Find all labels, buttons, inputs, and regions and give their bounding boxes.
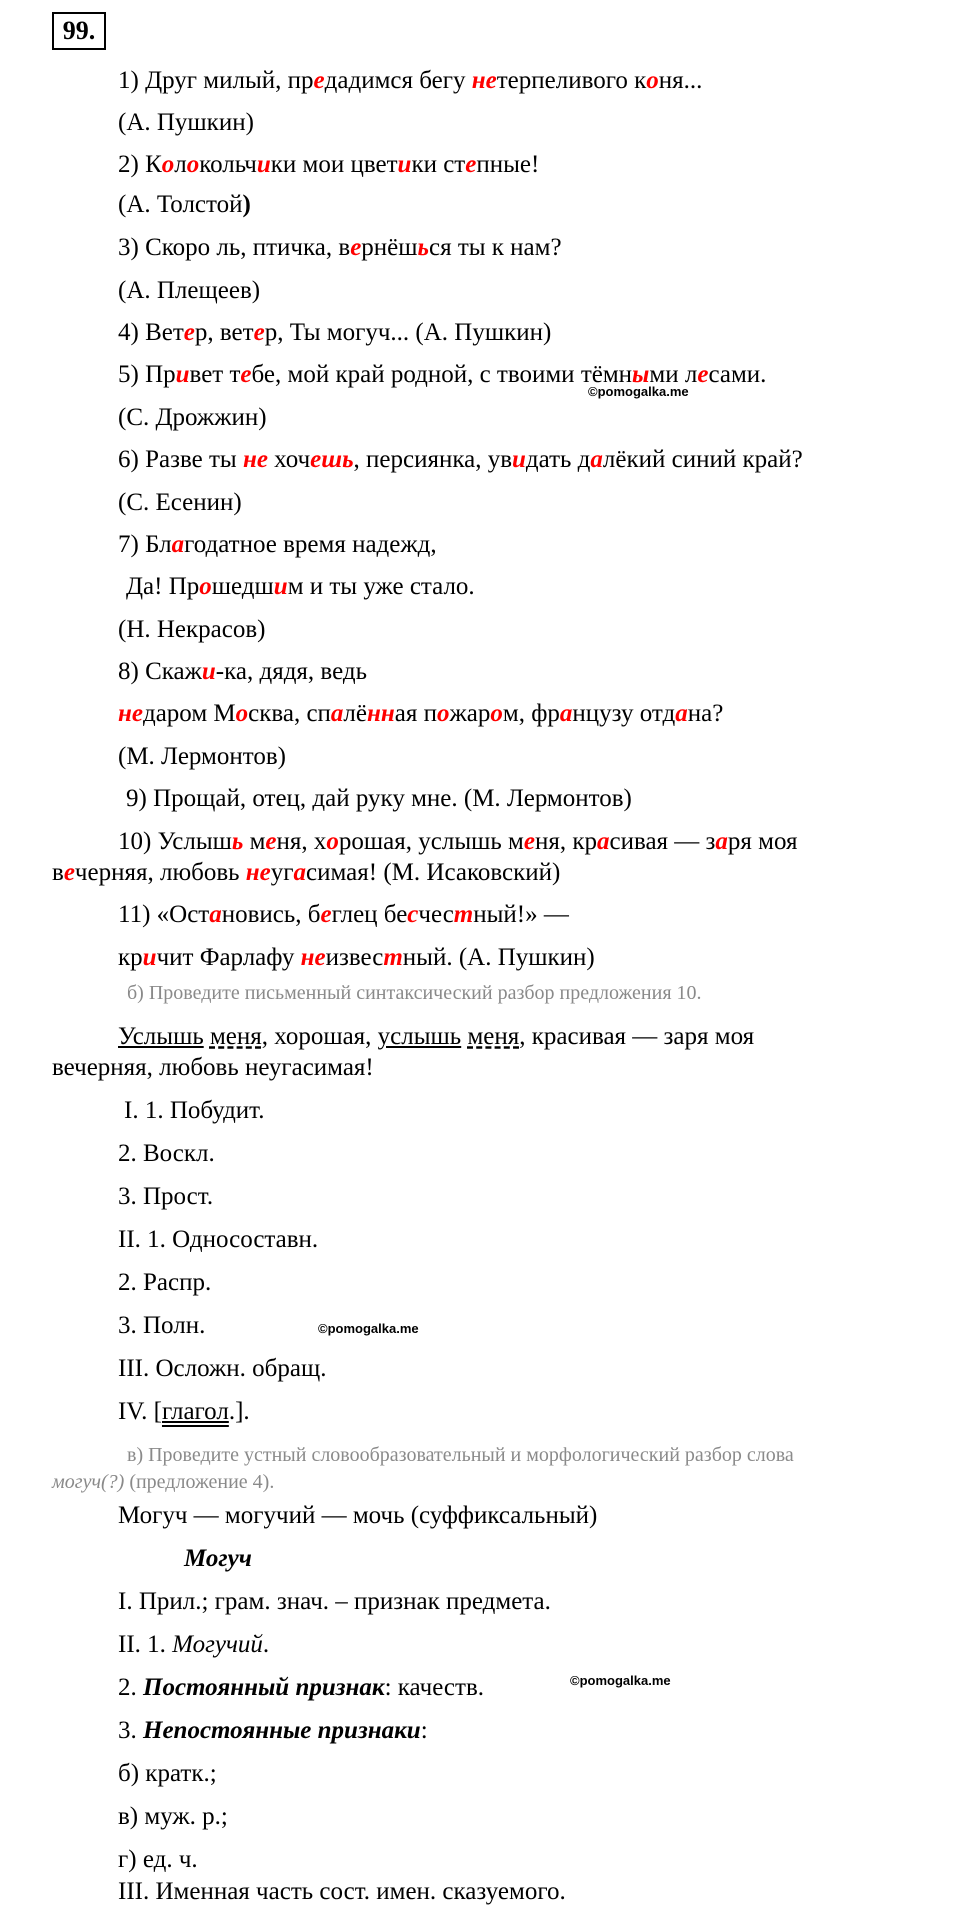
highlighted-letter: ешь (310, 446, 354, 473)
highlighted-letter: е (350, 234, 362, 261)
morph-1: I. Прил.; грам. знач. – признак предмета. (118, 1588, 551, 1615)
analysis-1: I. 1. Побудит. (124, 1097, 265, 1124)
text-segment: новись, б (221, 901, 321, 928)
highlighted-letter: а (330, 700, 344, 727)
highlighted-letter: и (273, 573, 288, 600)
text-segment: 7) Бл (118, 531, 172, 558)
text-segment: лёкий синий край? (602, 446, 803, 473)
exercise-line (118, 943, 595, 973)
text-segment: Да! Пр (126, 573, 200, 600)
highlighted-letter: о (646, 67, 659, 94)
highlighted-letter: ь (417, 234, 429, 261)
exercise-line (118, 699, 723, 729)
highlighted-letter: е (313, 67, 325, 94)
text-segment: кр (118, 944, 143, 971)
text-segment: ня, кр (534, 828, 597, 855)
highlighted-letter: и (256, 151, 271, 178)
text-segment: черняя, любовь (74, 859, 246, 886)
exercise-line (118, 108, 254, 138)
highlighted-letter: и (512, 446, 526, 473)
scheme: IV. [глагол.]. (118, 1398, 250, 1425)
text-segment: хоч (267, 446, 311, 473)
text-segment: (М. Лермонтов) (118, 743, 286, 770)
exercise-line (118, 615, 266, 645)
highlighted-letter: а (559, 700, 573, 727)
exercise-line (126, 572, 475, 602)
text-segment: 1) Друг милый, пр (118, 67, 314, 94)
text-segment: ря моя (727, 828, 798, 855)
text-segment: нцузу отд (572, 700, 676, 727)
text-segment: ая п (394, 700, 437, 727)
text-segment: 11) «Ост (118, 901, 210, 928)
text-segment: ки ст (411, 151, 466, 178)
exercise-number: 99. (52, 12, 106, 50)
text-segment: сами. (708, 361, 767, 388)
text-segment: , персиянка, ув (353, 446, 513, 473)
text-segment: чит Фарлафу (156, 944, 301, 971)
text-segment: ся ты к нам? (428, 234, 562, 261)
text-segment: р, вет (194, 319, 254, 346)
highlighted-letter: е (697, 361, 709, 388)
text-segment: вет т (189, 361, 241, 388)
text-segment: глец бе (331, 901, 408, 928)
text-segment: ня, х (276, 828, 327, 855)
text-segment: ки мои цвет (270, 151, 398, 178)
highlighted-letter: а (293, 859, 307, 886)
highlighted-letter: и (201, 658, 216, 685)
highlighted-letter: о (186, 151, 200, 178)
text-segment: 10) Услыш (118, 828, 232, 855)
text-segment: (А. Пушкин) (118, 109, 254, 136)
exercise-line (118, 657, 367, 687)
exercise-line (118, 827, 798, 857)
bold-text: ) (242, 191, 251, 218)
highlighted-letter: с (407, 901, 419, 928)
text-segment: (Н. Некрасов) (118, 616, 266, 643)
morph-6: в) муж. р.; (118, 1803, 228, 1830)
highlighted-letter: а (171, 531, 185, 558)
text-segment: сивая — з (609, 828, 716, 855)
analysis-3: 3. Прост. (118, 1183, 214, 1210)
text-segment: 4) Вет (118, 319, 184, 346)
exercise-line (126, 784, 632, 814)
text-segment: р, Ты могуч... (А. Пушкин) (264, 319, 552, 346)
exercise-line (118, 66, 702, 96)
morph-title: Могуч (184, 1545, 252, 1572)
analysis-6: 3. Полн. (118, 1312, 206, 1339)
exercise-line (118, 530, 437, 560)
text-segment: -ка, дядя, ведь (215, 658, 367, 685)
highlighted-letter: е (183, 319, 195, 346)
text-segment: (А. Толстой (118, 191, 243, 218)
highlighted-letter: не (245, 859, 271, 886)
highlighted-letter: е (240, 361, 252, 388)
highlighted-letter: о (161, 151, 175, 178)
text-segment: (А. Плещеев) (118, 277, 261, 304)
text-segment: извес (325, 944, 384, 971)
highlighted-letter: е (523, 828, 535, 855)
highlighted-letter: а (675, 700, 688, 727)
text-segment: рнёш (361, 234, 418, 261)
text-segment: кольч (199, 151, 257, 178)
highlighted-letter: о (490, 700, 503, 727)
highlighted-letter: е (253, 319, 265, 346)
highlighted-letter: е (465, 151, 477, 178)
text-segment: чес (418, 901, 454, 928)
text-segment: рошая, услышь м (338, 828, 524, 855)
analysis-4: II. 1. Односоставн. (118, 1226, 319, 1253)
object-word-2: меня (467, 1023, 520, 1050)
highlighted-letter: а (590, 446, 603, 473)
text-segment: годатное время надежд, (184, 531, 437, 558)
text-segment: уг (270, 859, 294, 886)
highlighted-letter: е (265, 828, 277, 855)
text-segment: 9) Прощай, отец, дай руку мне. (М. Лермонтов) (126, 785, 632, 812)
task-b: б) Проведите письменный синтаксический разбор предложения 10. (127, 982, 702, 1004)
highlighted-letter: т (453, 901, 474, 928)
analysis-2: 2. Воскл. (118, 1140, 215, 1167)
exercise-line (118, 445, 803, 475)
text-segment: дадимся бегу (324, 67, 472, 94)
highlighted-letter: е (63, 859, 75, 886)
exercise-line (118, 276, 260, 306)
text-segment: (С. Есенин) (118, 489, 242, 516)
morph-5: б) кратк.; (118, 1760, 217, 1787)
text-segment: на? (687, 700, 724, 727)
object-word: меня (209, 1023, 262, 1050)
text-segment: сква, сп (248, 700, 331, 727)
exercise-line (118, 190, 251, 220)
text-segment: ный!» — (473, 901, 569, 928)
text-segment: 3) Скоро ль, птичка, в (118, 234, 351, 261)
exercise-line (52, 858, 560, 888)
text-segment: 5) Пр (118, 361, 176, 388)
highlighted-letter: не (118, 700, 143, 727)
highlighted-letter: не (471, 67, 497, 94)
highlighted-letter: нн (367, 700, 395, 727)
morph-8: III. Именная часть сост. имен. сказуемого. (118, 1878, 566, 1905)
highlighted-letter: о (437, 700, 450, 727)
task-v-line-1: в) Проведите устный словообразовательный и морфологический разбор слова (127, 1444, 794, 1466)
text-segment: шедш (211, 573, 274, 600)
exercise-line (118, 318, 551, 348)
highlighted-letter: т (383, 944, 403, 971)
highlighted-letter: о (235, 700, 249, 727)
exercise-line (118, 150, 539, 180)
highlighted-letter: и (175, 361, 190, 388)
morph-2: II. 1. Могучий. (118, 1631, 270, 1658)
analysis-5: 2. Распр. (118, 1269, 212, 1296)
highlighted-letter: е (320, 901, 332, 928)
highlighted-letter: о (326, 828, 339, 855)
text-segment: м и ты уже стало. (287, 573, 475, 600)
scheme-predicate: глагол (161, 1398, 229, 1425)
text-segment: 6) Разве ты (118, 446, 243, 473)
morph-3: 2. Постоянный признак: качеств. (118, 1674, 485, 1701)
text-segment: жар (449, 700, 491, 727)
text-segment: л (174, 151, 187, 178)
exercise-line (118, 403, 267, 433)
highlighted-letter: а (715, 828, 728, 855)
highlighted-letter: ь (231, 828, 244, 855)
text-segment: даром М (142, 700, 236, 727)
text-segment: дать д (525, 446, 591, 473)
watermark: ©pomogalka.me (588, 384, 689, 399)
highlighted-letter: о (199, 573, 212, 600)
text-segment: симая! (М. Исаковский) (306, 859, 561, 886)
predicate-word: услышь (377, 1023, 462, 1050)
morph-4: 3. Непостоянные признаки: (118, 1717, 428, 1744)
exercise-line (118, 488, 242, 518)
text-segment: м, фр (502, 700, 560, 727)
derivation: Могуч — могучий — мочь (суффиксальный) (118, 1502, 598, 1529)
highlighted-letter: а (209, 901, 222, 928)
watermark-3: ©pomogalka.me (570, 1673, 671, 1688)
sentence-line-1: Услышь меня, хорошая, услышь меня, красивая — заря моя (118, 1023, 755, 1050)
highlighted-letter: а (597, 828, 610, 855)
exercise-line (118, 742, 286, 772)
text-segment: лё (343, 700, 367, 727)
analysis-7: III. Осложн. обращ. (118, 1355, 327, 1382)
text-segment: в (52, 859, 64, 886)
sentence-line-2: вечерняя, любовь неугасимая! (52, 1054, 374, 1081)
highlighted-letter: не (300, 944, 326, 971)
text-segment: ный. (А. Пушкин) (402, 944, 595, 971)
text-segment: м (243, 828, 266, 855)
text-segment: ня... (658, 67, 703, 94)
subject-word: Услышь (118, 1023, 204, 1050)
text-segment: пные! (476, 151, 540, 178)
highlighted-letter: и (397, 151, 412, 178)
exercise-line (118, 900, 569, 930)
text-segment: ми л (649, 361, 698, 388)
text-segment: 8) Скаж (118, 658, 202, 685)
highlighted-letter: ы (632, 361, 650, 388)
text-segment: (С. Дрожжин) (118, 404, 267, 431)
text-segment: терпеливого к (496, 67, 647, 94)
task-v-line-2: могуч(?) (предложение 4). (52, 1471, 275, 1493)
exercise-line (118, 233, 562, 263)
highlighted-letter: и (142, 944, 157, 971)
watermark-2: ©pomogalka.me (318, 1321, 419, 1336)
morph-7: г) ед. ч. (118, 1846, 198, 1873)
text-segment: бе, мой край родной, с твоими тёмн (251, 361, 633, 388)
text-segment: 2) К (118, 151, 162, 178)
highlighted-letter: не (242, 446, 268, 473)
